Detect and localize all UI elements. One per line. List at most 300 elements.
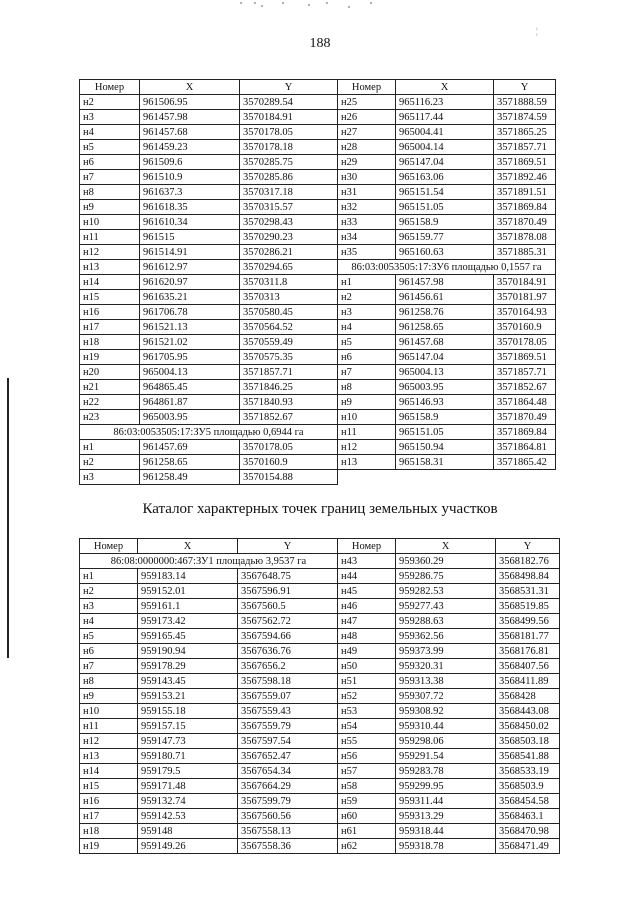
coord-x: 961510.9 (140, 170, 240, 185)
coord-x: 959165.45 (138, 629, 238, 644)
coord-x: 959277.43 (396, 599, 496, 614)
coord-y: 3570160.9 (240, 455, 338, 470)
point-number: н35 (338, 245, 396, 260)
coord-x: 965004.13 (396, 365, 494, 380)
point-number: н10 (338, 410, 396, 425)
table-row (80, 629, 560, 644)
table-row (80, 155, 556, 170)
coord-x: 959143.45 (138, 674, 238, 689)
point-number: н14 (80, 764, 138, 779)
coord-y: 3567562.72 (238, 614, 338, 629)
coord-x: 965160.63 (396, 245, 494, 260)
coord-x: 959291.54 (396, 749, 496, 764)
coord-x: 961459.23 (140, 140, 240, 155)
point-number: н43 (338, 554, 396, 569)
coord-x: 964861.87 (140, 395, 240, 410)
table-row (80, 110, 556, 125)
table-row (80, 779, 560, 794)
empty-cell (494, 470, 556, 485)
coord-x: 961258.65 (396, 320, 494, 335)
coord-x: 961618.35 (140, 200, 240, 215)
scan-artifact (230, 0, 390, 10)
coord-x: 965004.41 (396, 125, 494, 140)
coord-y: 3570285.86 (240, 170, 338, 185)
coord-y: 3571857.71 (240, 365, 338, 380)
table-row (80, 260, 556, 275)
point-number: н13 (80, 260, 140, 275)
point-number: н59 (338, 794, 396, 809)
table-row (80, 794, 560, 809)
coord-y: 3567652.47 (238, 749, 338, 764)
coord-x: 961612.97 (140, 260, 240, 275)
point-number: н10 (80, 704, 138, 719)
point-number: н15 (80, 779, 138, 794)
table-row (80, 125, 556, 140)
coord-x: 965163.06 (396, 170, 494, 185)
coord-x: 959288.63 (396, 614, 496, 629)
coord-y: 3571857.71 (494, 140, 556, 155)
header-number: Номер (80, 539, 138, 554)
point-number: н3 (80, 110, 140, 125)
coord-y: 3568454.58 (496, 794, 560, 809)
point-number: н11 (80, 719, 138, 734)
coord-x: 959299.95 (396, 779, 496, 794)
table-row (80, 440, 556, 455)
catalog-title: Каталог характерных точек границ земельных участков (142, 501, 498, 517)
point-number: н27 (338, 125, 396, 140)
coord-y: 3567648.75 (238, 569, 338, 584)
header-y: Y (494, 80, 556, 95)
coord-x: 965116.23 (396, 95, 494, 110)
table-row (80, 320, 556, 335)
coord-x: 961509.6 (140, 155, 240, 170)
point-number: н9 (338, 395, 396, 410)
point-number: н16 (80, 794, 138, 809)
table-row (80, 275, 556, 290)
coord-x: 959362.56 (396, 629, 496, 644)
coord-x: 959318.78 (396, 839, 496, 854)
table-row (80, 689, 560, 704)
point-number: н51 (338, 674, 396, 689)
coord-y: 3570289.54 (240, 95, 338, 110)
point-number: н16 (80, 305, 140, 320)
coord-y: 3567560.56 (238, 809, 338, 824)
coord-x: 959147.73 (138, 734, 238, 749)
coord-x: 965004.13 (140, 365, 240, 380)
table-row (80, 749, 560, 764)
point-number: н48 (338, 629, 396, 644)
point-number: н57 (338, 764, 396, 779)
point-number: н14 (80, 275, 140, 290)
coord-y: 3571846.25 (240, 380, 338, 395)
point-number: н54 (338, 719, 396, 734)
coord-x: 959149.26 (138, 839, 238, 854)
table-row (80, 455, 556, 470)
coord-y: 3570178.05 (494, 335, 556, 350)
point-number: н62 (338, 839, 396, 854)
point-number: н46 (338, 599, 396, 614)
table-row (80, 410, 556, 425)
coord-y: 3571869.84 (494, 425, 556, 440)
point-number: н33 (338, 215, 396, 230)
empty-cell (396, 470, 494, 485)
point-number: н1 (80, 440, 140, 455)
point-number: н6 (80, 155, 140, 170)
header-y: Y (240, 80, 338, 95)
header-number: Номер (80, 80, 140, 95)
coord-y: 3568499.56 (496, 614, 560, 629)
point-number: н8 (80, 674, 138, 689)
coord-y: 3570178.05 (240, 440, 338, 455)
coord-x: 961637.3 (140, 185, 240, 200)
table-row (80, 245, 556, 260)
coord-y: 3567560.5 (238, 599, 338, 614)
coord-y: 3571852.67 (494, 380, 556, 395)
coord-x: 959161.1 (138, 599, 238, 614)
coord-y: 3571852.67 (240, 410, 338, 425)
coord-y: 3570181.97 (494, 290, 556, 305)
parcel-heading: 86:08:0000000:467:ЗУ1 площадью 3,9537 га (80, 554, 338, 569)
coord-x: 961457.68 (396, 335, 494, 350)
point-number: н50 (338, 659, 396, 674)
table-row (80, 614, 560, 629)
coord-x: 959171.48 (138, 779, 238, 794)
coord-y: 3568428 (496, 689, 560, 704)
coord-y: 3571892.46 (494, 170, 556, 185)
coord-y: 3570178.05 (240, 125, 338, 140)
coord-y: 3570154.88 (240, 470, 338, 485)
table-row (80, 380, 556, 395)
header-x: X (396, 80, 494, 95)
margin-bar (7, 378, 9, 658)
coord-y: 3570311.8 (240, 275, 338, 290)
point-number: н7 (338, 365, 396, 380)
table-row (80, 839, 560, 854)
coord-x: 959313.29 (396, 809, 496, 824)
coord-x: 965147.04 (396, 155, 494, 170)
parcel-heading: 86:03:0053505:17:ЗУ6 площадью 0,1557 га (338, 260, 556, 275)
coord-x: 965151.05 (396, 425, 494, 440)
header-x: X (140, 80, 240, 95)
coord-x: 959157.15 (138, 719, 238, 734)
coord-y: 3571864.81 (494, 440, 556, 455)
coord-y: 3568176.81 (496, 644, 560, 659)
point-number: н7 (80, 659, 138, 674)
coord-x: 959320.31 (396, 659, 496, 674)
coord-x: 959190.94 (138, 644, 238, 659)
coord-y: 3567558.13 (238, 824, 338, 839)
point-number: н4 (80, 614, 138, 629)
coord-x: 959310.44 (396, 719, 496, 734)
coord-x: 959282.53 (396, 584, 496, 599)
table-row (80, 365, 556, 380)
coord-x: 961705.95 (140, 350, 240, 365)
point-number: н17 (80, 320, 140, 335)
coord-y: 3567559.07 (238, 689, 338, 704)
header-number: Номер (338, 539, 396, 554)
point-number: н15 (80, 290, 140, 305)
table-row (80, 734, 560, 749)
coord-y: 3571840.93 (240, 395, 338, 410)
coord-y: 3571874.59 (494, 110, 556, 125)
point-number: н55 (338, 734, 396, 749)
page-number: 188 (309, 36, 331, 51)
coord-x: 965151.05 (396, 200, 494, 215)
coord-x: 961258.76 (396, 305, 494, 320)
table-header-row (80, 80, 556, 95)
coord-x: 965003.95 (140, 410, 240, 425)
point-number: н3 (80, 599, 138, 614)
coord-x: 961620.97 (140, 275, 240, 290)
point-number: н11 (80, 230, 140, 245)
coord-y: 3571857.71 (494, 365, 556, 380)
coord-y: 3570564.52 (240, 320, 338, 335)
header-number: Номер (338, 80, 396, 95)
coord-x: 965117.44 (396, 110, 494, 125)
coord-x: 961521.13 (140, 320, 240, 335)
point-number: н19 (80, 839, 138, 854)
empty-cell (338, 470, 396, 485)
coord-x: 959180.71 (138, 749, 238, 764)
point-number: н6 (80, 644, 138, 659)
point-number: н19 (80, 350, 140, 365)
coord-y: 3571891.51 (494, 185, 556, 200)
coord-y: 3570298.43 (240, 215, 338, 230)
coord-x: 965146.93 (396, 395, 494, 410)
coord-y: 3571869.51 (494, 155, 556, 170)
table-row (80, 584, 560, 599)
header-y: Y (238, 539, 338, 554)
point-number: н8 (338, 380, 396, 395)
coord-x: 959308.92 (396, 704, 496, 719)
table-row (80, 305, 556, 320)
coord-x: 959132.74 (138, 794, 238, 809)
point-number: н3 (338, 305, 396, 320)
coord-x: 959373.99 (396, 644, 496, 659)
coord-y: 3570580.45 (240, 305, 338, 320)
point-number: н7 (80, 170, 140, 185)
coord-y: 3568411.89 (496, 674, 560, 689)
coord-x: 965151.54 (396, 185, 494, 200)
table-row (80, 824, 560, 839)
point-number: н13 (80, 749, 138, 764)
table-row (80, 215, 556, 230)
coord-x: 959179.5 (138, 764, 238, 779)
coord-x: 965147.04 (396, 350, 494, 365)
coord-x: 965158.9 (396, 410, 494, 425)
point-number: н23 (80, 410, 140, 425)
point-number: н45 (338, 584, 396, 599)
coord-x: 965159.77 (396, 230, 494, 245)
table-row (80, 95, 556, 110)
coord-y: 3568531.31 (496, 584, 560, 599)
point-number: н10 (80, 215, 140, 230)
point-number: н60 (338, 809, 396, 824)
coord-x: 959152.01 (138, 584, 238, 599)
coord-y: 3570575.35 (240, 350, 338, 365)
point-number: н47 (338, 614, 396, 629)
coord-x: 959286.75 (396, 569, 496, 584)
coord-y: 3571865.42 (494, 455, 556, 470)
coord-y: 3571869.84 (494, 200, 556, 215)
point-number: н1 (338, 275, 396, 290)
coord-y: 3567558.36 (238, 839, 338, 854)
table-body (80, 95, 556, 485)
point-number: н53 (338, 704, 396, 719)
coord-y: 3570184.91 (494, 275, 556, 290)
coord-y: 3567559.43 (238, 704, 338, 719)
coord-x: 961521.02 (140, 335, 240, 350)
point-number: н9 (80, 200, 140, 215)
point-number: н11 (338, 425, 396, 440)
table-row (80, 170, 556, 185)
coord-y: 3570178.18 (240, 140, 338, 155)
coord-x: 961457.68 (140, 125, 240, 140)
point-number: н58 (338, 779, 396, 794)
header-x: X (138, 539, 238, 554)
scan-artifact-mark: ¦ (536, 26, 538, 36)
point-number: н49 (338, 644, 396, 659)
coord-y: 3568181.77 (496, 629, 560, 644)
point-number: н61 (338, 824, 396, 839)
coord-y: 3568498.84 (496, 569, 560, 584)
coord-y: 3571870.49 (494, 215, 556, 230)
coord-x: 965158.31 (396, 455, 494, 470)
point-number: н44 (338, 569, 396, 584)
table-row (80, 764, 560, 779)
coord-x: 959311.44 (396, 794, 496, 809)
coord-x: 961258.49 (140, 470, 240, 485)
point-number: н2 (80, 455, 140, 470)
table-row (80, 569, 560, 584)
point-number: н21 (80, 380, 140, 395)
coord-y: 3571888.59 (494, 95, 556, 110)
parcel-heading: 86:03:0053505:17:ЗУ5 площадью 0,6944 га (80, 425, 338, 440)
coord-y: 3570286.21 (240, 245, 338, 260)
point-number: н17 (80, 809, 138, 824)
point-number: н25 (338, 95, 396, 110)
table-row (80, 554, 560, 569)
point-number: н18 (80, 335, 140, 350)
coord-y: 3567599.79 (238, 794, 338, 809)
coord-x: 959155.18 (138, 704, 238, 719)
coord-x: 959360.29 (396, 554, 496, 569)
coord-y: 3568407.56 (496, 659, 560, 674)
table-row (80, 659, 560, 674)
coord-x: 965003.95 (396, 380, 494, 395)
point-number: н22 (80, 395, 140, 410)
point-number: н3 (80, 470, 140, 485)
point-number: н5 (80, 629, 138, 644)
table-row (80, 644, 560, 659)
coord-x: 961457.69 (140, 440, 240, 455)
coord-y: 3570290.23 (240, 230, 338, 245)
point-number: н5 (338, 335, 396, 350)
point-number: н8 (80, 185, 140, 200)
point-number: н2 (338, 290, 396, 305)
point-number: н2 (80, 584, 138, 599)
coord-y: 3571878.08 (494, 230, 556, 245)
coord-x: 961456.61 (396, 290, 494, 305)
coord-x: 961457.98 (396, 275, 494, 290)
coord-y: 3571870.49 (494, 410, 556, 425)
coord-x: 961635.21 (140, 290, 240, 305)
coord-y: 3570285.75 (240, 155, 338, 170)
point-number: н2 (80, 95, 140, 110)
point-number: н4 (338, 320, 396, 335)
coord-y: 3570315.57 (240, 200, 338, 215)
coord-x: 959183.14 (138, 569, 238, 584)
coord-x: 965150.94 (396, 440, 494, 455)
coord-y: 3570294.65 (240, 260, 338, 275)
coord-y: 3568471.49 (496, 839, 560, 854)
coord-y: 3570164.93 (494, 305, 556, 320)
table-row (80, 290, 556, 305)
coord-y: 3568519.85 (496, 599, 560, 614)
coord-y: 3571865.25 (494, 125, 556, 140)
coord-y: 3570160.9 (494, 320, 556, 335)
table-row (80, 470, 556, 485)
point-number: н5 (80, 140, 140, 155)
table-row (80, 395, 556, 410)
coord-y: 3570559.49 (240, 335, 338, 350)
coord-x: 959142.53 (138, 809, 238, 824)
coordinates-table-1 (79, 79, 556, 485)
point-number: н32 (338, 200, 396, 215)
coord-x: 961706.78 (140, 305, 240, 320)
table-row (80, 200, 556, 215)
table-row (80, 185, 556, 200)
point-number: н4 (80, 125, 140, 140)
table-header-row (80, 539, 560, 554)
coord-x: 959318.44 (396, 824, 496, 839)
coordinates-table-2 (79, 538, 560, 854)
point-number: н12 (338, 440, 396, 455)
coord-x: 959153.21 (138, 689, 238, 704)
point-number: н12 (80, 734, 138, 749)
point-number: н34 (338, 230, 396, 245)
coord-y: 3568503.9 (496, 779, 560, 794)
point-number: н26 (338, 110, 396, 125)
coord-y: 3568470.98 (496, 824, 560, 839)
coord-y: 3568450.02 (496, 719, 560, 734)
coord-y: 3567594.66 (238, 629, 338, 644)
table-row (80, 140, 556, 155)
coord-x: 959298.06 (396, 734, 496, 749)
point-number: н6 (338, 350, 396, 365)
point-number: н20 (80, 365, 140, 380)
point-number: н9 (80, 689, 138, 704)
coord-y: 3568503.18 (496, 734, 560, 749)
coord-x: 965004.14 (396, 140, 494, 155)
coord-y: 3567559.79 (238, 719, 338, 734)
table-row (80, 704, 560, 719)
coord-y: 3567597.54 (238, 734, 338, 749)
coord-x: 959148 (138, 824, 238, 839)
table-row (80, 350, 556, 365)
coord-x: 961515 (140, 230, 240, 245)
coord-y: 3570313 (240, 290, 338, 305)
coord-y: 3568541.88 (496, 749, 560, 764)
point-number: н29 (338, 155, 396, 170)
coord-y: 3568463.1 (496, 809, 560, 824)
coord-y: 3568533.19 (496, 764, 560, 779)
coord-y: 3568182.76 (496, 554, 560, 569)
coord-y: 3571869.51 (494, 350, 556, 365)
point-number: н31 (338, 185, 396, 200)
coord-y: 3567664.29 (238, 779, 338, 794)
point-number: н28 (338, 140, 396, 155)
